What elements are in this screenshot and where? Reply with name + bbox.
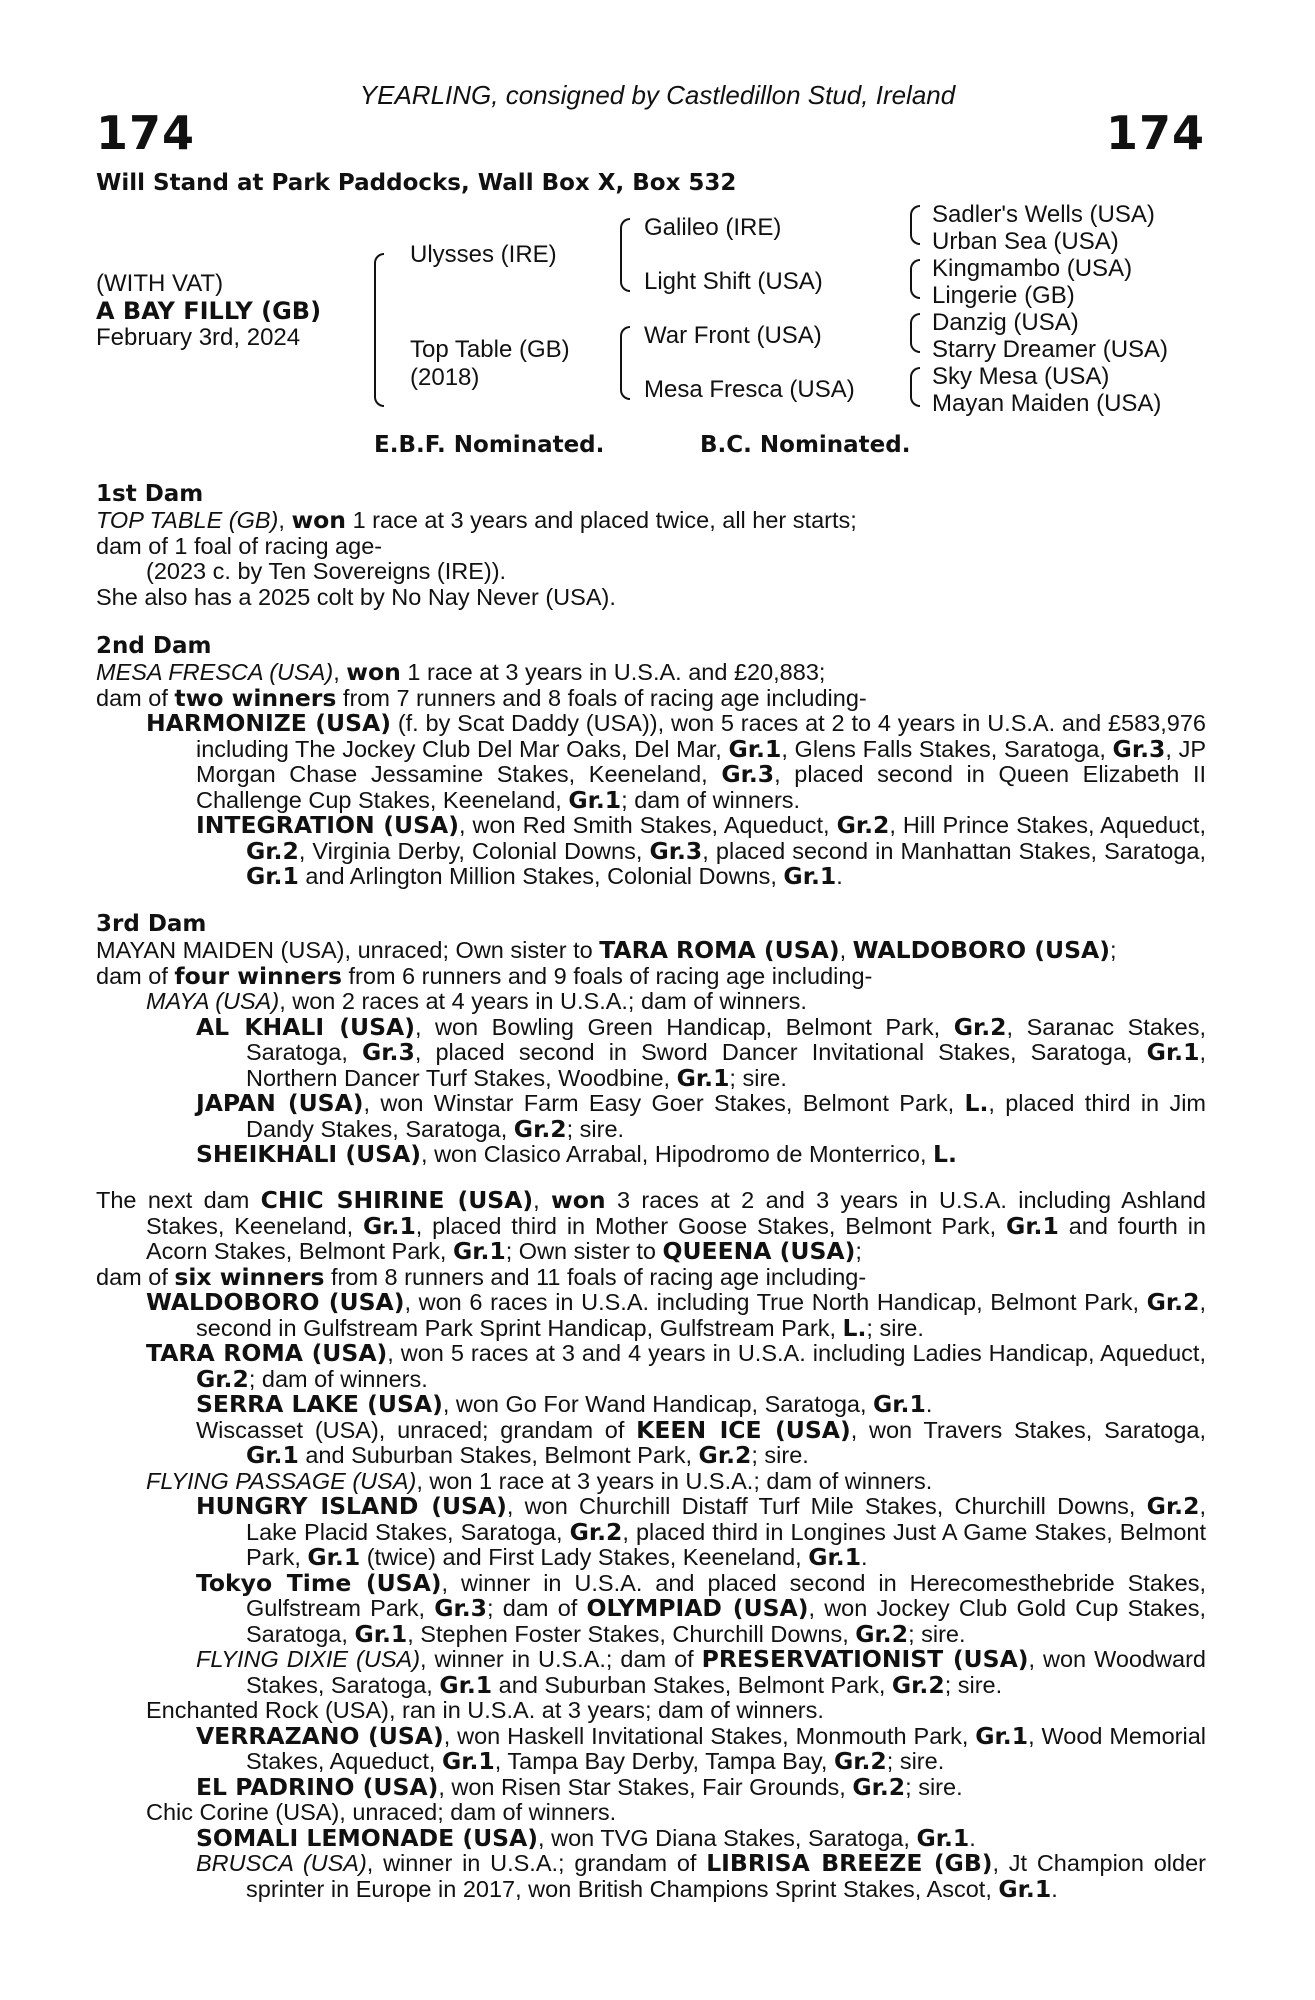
pedigree-ssd: Urban Sea (USA) xyxy=(932,228,1119,255)
stand-location: Will Stand at Park Paddocks, Wall Box X, Box 532 xyxy=(96,170,737,196)
catalogue-subtitle: YEARLING, consigned by Castledillon Stud, Ireland xyxy=(359,80,956,110)
second-dam-heading: 2nd Dam xyxy=(96,633,212,659)
third-dam-section: 3rd Dam MAYAN MAIDEN (USA), unraced; Own sister to TARA ROMA (USA), WALDOBORO (USA); dam of four winners from 6 runners and 9 foals of racing age including- MAYA (USA), won 2 races at 4 years in U.S.A.; dam of winners. AL KHALI (USA), won Bowling Green Handicap, Belmont Park, Gr.2, Saranac Stakes, Saratoga, Gr.3, placed second in Sword Dancer Invitational Stakes, Saratoga, Gr.1, Northern Dancer Turf Stakes, Woodbine, Gr.1; sire. JAPAN (USA), won Winstar Farm Easy Goer Stakes, Belmont Park, L., placed third in Jim Dandy Stakes, Saratoga, Gr.2; sire. SHEIKHALI (USA), won Clasico Arrabal, Hipodromo de Monterrico, L. xyxy=(96,911,1207,1168)
vat-label: (WITH VAT) xyxy=(96,270,224,297)
ebf-nominated: E.B.F. Nominated. xyxy=(374,432,605,458)
pedigree-ddd: Mayan Maiden (USA) xyxy=(932,390,1162,417)
first-dam-text: TOP TABLE (GB), won 1 race at 3 years and placed twice, all her starts; xyxy=(96,506,857,534)
brace-sire-dam xyxy=(374,253,384,407)
brace-gen3-b xyxy=(910,259,920,299)
pedigree-sdd: Lingerie (GB) xyxy=(932,282,1075,309)
brace-gen3-d xyxy=(910,367,920,407)
brace-dam-parents xyxy=(620,326,630,400)
brace-gen3-a xyxy=(910,205,920,245)
pedigree-dam-year: (2018) xyxy=(410,364,480,391)
lot-number-right: 174 xyxy=(1105,106,1205,160)
horse-name: A BAY FILLY (GB) xyxy=(96,297,322,325)
pedigree-dsd: Starry Dreamer (USA) xyxy=(932,336,1169,363)
pedigree-dss: Danzig (USA) xyxy=(932,309,1079,336)
pedigree-dds: Sky Mesa (USA) xyxy=(932,363,1110,390)
second-dam-section: 2nd Dam MESA FRESCA (USA), won 1 race at 3 years in U.S.A. and £20,883; dam of two winners from 7 runners and 8 foals of racing age including- HARMONIZE (USA) (f. by Scat Daddy (USA)), won 5 races at 2 to 4 years in U.S.A. and £583,976 including The Jockey Club Del Mar Oaks, Del Mar, Gr.1, Glens Falls Stakes, Saratoga, Gr.3, JP Morgan Chase Jessamine Stakes, Keeneland, Gr.3, placed second in Queen Elizabeth II Challenge Cup Stakes, Keeneland, Gr.1; dam of winners. INTEGRATION (USA), won Red Smith Stakes, Aqueduct, Gr.2, Hill Prince Stakes, Aqueduct, Gr.2, Virginia Derby, Colonial Downs, Gr.3, placed second in Manhattan Stakes, Saratoga, Gr.1 and Arlington Million Stakes, Colonial Downs, Gr.1. xyxy=(96,633,1206,890)
horse-dob: February 3rd, 2024 xyxy=(96,324,301,351)
next-dam-section: The next dam CHIC SHIRINE (USA), won 3 races at 2 and 3 years in U.S.A. including Ashland Stakes, Keeneland, Gr.1, placed third in Mother Goose Stakes, Belmont Park, Gr.1 and fourth in Acorn Stakes, Belmont Park, Gr.1; Own sister to QUEENA (USA); dam of six winners from 8 runners and 11 foals of racing age including- WALDOBORO (USA), won 6 races in U.S.A. including True North Handicap, Belmont Park, Gr.2, second in Gulfstream Park Sprint Handicap, Gulfstream Park, L.; sire. TARA ROMA (USA), won 5 races at 3 and 4 years in U.S.A. including Ladies Handicap, Aqueduct, Gr.2; dam of winners. SERRA LAKE (USA), won Go For Wand Handicap, Saratoga, Gr.1. Wiscasset (USA), unraced; grandam of KEEN ICE (USA), won Travers Stakes, Saratoga, Gr.1 and Suburban Stakes, Belmont Park, Gr.2; sire. FLYING PASSAGE (USA), won 1 race at 3 years in U.S.A.; dam of winners. HUNGRY ISLAND (USA), won Churchill Distaff Turf Mile Stakes, Churchill Downs, Gr.2, Lake Placid Stakes, Saratoga, Gr.2, placed third in Longines Just A Game Stakes, Belmont Park, Gr.1 (twice) and First Lady Stakes, Keeneland, Gr.1. Tokyo Time (USA), winner in U.S.A. and placed second in Herecomesthebride Stakes, Gulfstream Park, Gr.3; dam of OLYMPIAD (USA), won Jockey Club Gold Cup Stakes, Saratoga, Gr.1, Stephen Foster Stakes, Churchill Downs, Gr.2; sire. FLYING DIXIE (USA), winner in U.S.A.; dam of PRESERVATIONIST (USA), won Woodward Stakes, Saratoga, Gr.1 and Suburban Stakes, Belmont Park, Gr.2; sire. Enchanted Rock (USA), ran in U.S.A. at 3 years; dam of winners. VERRAZANO (USA), won Haskell Invitational Stakes, Monmouth Park, Gr.1, Wood Memorial Stakes, Aqueduct, Gr.1, Tampa Bay Derby, Tampa Bay, Gr.2; sire. EL PADRINO (USA), won Risen Star Stakes, Fair Grounds, Gr.2; sire. Chic Corine (USA), unraced; dam of winners. SOMALI LEMONADE (USA), won TVG Diana Stakes, Saratoga, Gr.1. BRUSCA (USA), winner in U.S.A.; grandam of LIBRISA BREEZE (GB), Jt Champion older sprinter in Europe in 2017, won British Champions Sprint Stakes, Ascot, Gr.1. xyxy=(96,1186,1207,1903)
pedigree-sire-sire: Galileo (IRE) xyxy=(644,214,782,241)
brace-gen3-c xyxy=(910,313,920,353)
pedigree-dam-sire: War Front (USA) xyxy=(644,322,822,349)
lot-number-left: 174 xyxy=(96,106,196,160)
pedigree-sds: Kingmambo (USA) xyxy=(932,255,1133,282)
first-dam-section: 1st Dam TOP TABLE (GB), won 1 race at 3 years and placed twice, all her starts; dam of 1 foal of racing age- (2023 c. by Ten Sovereigns (IRE)). She also has a 2025 colt by No Nay Never (USA). xyxy=(96,480,1206,610)
third-dam-heading: 3rd Dam xyxy=(96,911,207,937)
bc-nominated: B.C. Nominated. xyxy=(700,432,911,458)
pedigree-dam: Top Table (GB) xyxy=(410,336,570,363)
brace-sire-parents xyxy=(620,218,630,292)
pedigree-sire-dam: Light Shift (USA) xyxy=(644,268,823,295)
first-dam-heading: 1st Dam xyxy=(96,481,204,507)
pedigree-sss: Sadler's Wells (USA) xyxy=(932,201,1155,228)
pedigree-sire: Ulysses (IRE) xyxy=(410,241,557,268)
pedigree-dam-dam: Mesa Fresca (USA) xyxy=(644,376,855,403)
